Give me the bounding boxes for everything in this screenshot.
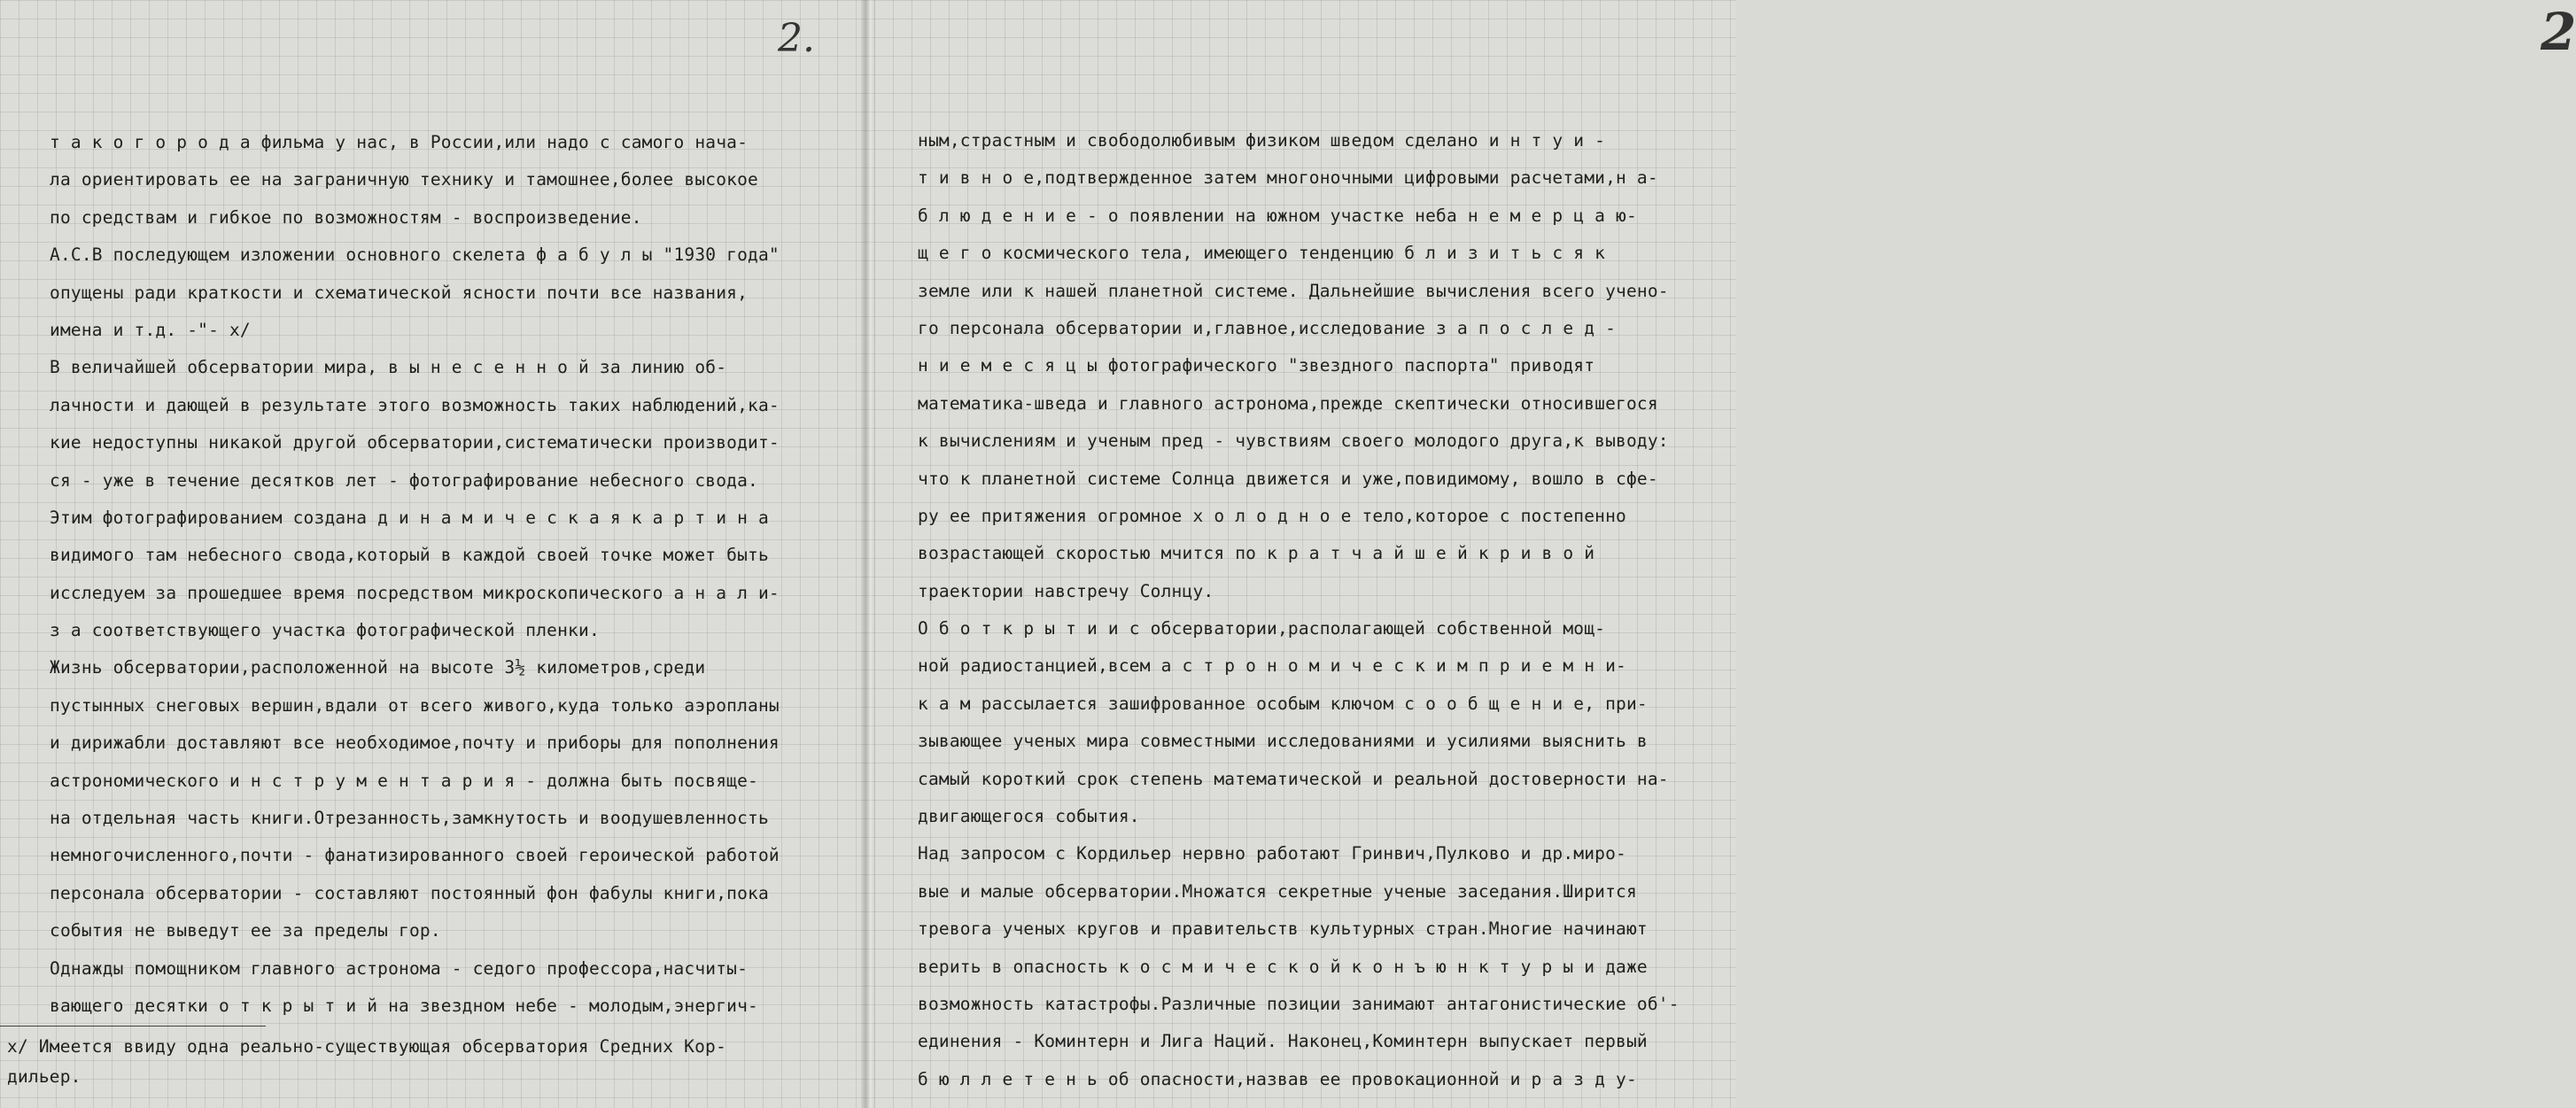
text-line: ла ориентировать ее на заграничную технику и тамошнее,более высокое xyxy=(50,169,758,190)
left-page xyxy=(0,0,868,1108)
text-line: единения - Коминтерн и Лига Наций. Наконец,Коминтерн выпускает первый xyxy=(918,1031,1648,1052)
text-line: к а м рассылается зашифрованное особым ключом с о о б щ е н и е, при- xyxy=(918,693,1648,714)
text-line: видимого там небесного свода,который в каждой своей точке может быть xyxy=(50,545,769,566)
text-line: ру ее притяжения огромное х о л о д н о е тело,которое с постепенно xyxy=(918,505,1626,526)
text-line: по средствам и гибкое по возможностям - воспроизведение. xyxy=(50,206,642,228)
page-number-right: 2 xyxy=(2541,2,2576,62)
page-number-left: 2. xyxy=(778,16,815,61)
text-line: б ю л л е т е н ь об опасности,назвав ее провокационной и р а з д у- xyxy=(918,1068,1637,1089)
text-line: исследуем за прошедшее время посредством микроскопического а н а л и- xyxy=(50,582,780,603)
text-line: события не выведут ее за пределы гор. xyxy=(50,920,441,941)
text-line: А.С.В последующем изложении основного скелета ф а б у л ы "1930 года" xyxy=(50,244,780,266)
text-line: персонала обсерватории - составляют постоянный фон фабулы книги,пока xyxy=(50,882,769,903)
text-line: возможность катастрофы.Различные позиции занимают антагонистические об'- xyxy=(918,993,1680,1014)
text-line: кие недоступны никакой другой обсерватории,систематически производит- xyxy=(50,432,780,453)
text-line: самый короткий срок степень математической и реальной достоверности на- xyxy=(918,768,1669,789)
text-line: и дирижабли доставляют все необходимое,почту и приборы для пополнения xyxy=(50,732,780,754)
left-page-text xyxy=(50,124,856,1025)
text-line: траектории навстречу Солнцу. xyxy=(918,580,1214,601)
text-line: Над запросом с Кордильер нервно работают Гринвич,Пулково и др.миро- xyxy=(918,843,1626,864)
text-line: на отдельная часть книги.Отрезанность,замкнутость и воодушевленность xyxy=(50,808,769,829)
text-line: математика-шведа и главного астронома,прежде скептически относившегося xyxy=(918,392,1658,414)
text-line: Этим фотографированием создана д и н а м и ч е с к а я к а р т и н а xyxy=(50,507,769,528)
text-line: В величайшей обсерватории мира, в ы н е с е н н о й за линию об- xyxy=(50,357,727,378)
text-line: х/ Имеется ввиду одна реально-существующая обсерватория Средних Кор- xyxy=(7,1036,726,1057)
text-line: дильер. xyxy=(7,1066,81,1087)
text-line: тревога ученых кругов и правительств культурных стран.Многие начинают xyxy=(918,918,1648,940)
text-line: ся - уже в течение десятков лет - фотографирование небесного свода. xyxy=(50,469,758,491)
text-line: что к планетной системе Солнца движется и уже,повидимому, вошло в сфе- xyxy=(918,468,1658,489)
footnote-rule xyxy=(0,1026,266,1027)
text-line: немногочисленного,почти - фанатизированного своей героической работой xyxy=(50,845,780,866)
text-line: т а к о г о р о д а фильма у нас, в России,или надо с самого нача- xyxy=(50,132,749,152)
text-line: пустынных снеговых вершин,вдали от всего живого,куда только аэропланы xyxy=(50,694,780,716)
text-line: го персонала обсерватории и,главное,исследование з а п о с л е д - xyxy=(918,317,1617,338)
text-line: земле или к нашей планетной системе. Дальнейшие вычисления всего учено- xyxy=(918,280,1669,301)
text-line: ным,страстным и свободолюбивым физиком шведом сделано и н т у и - xyxy=(918,130,1606,151)
text-line: зывающее ученых мира совместными исследованиями и усилиями выяснить в xyxy=(918,731,1648,752)
text-line: щ е г о космического тела, имеющего тенденцию б л и з и т ь с я к xyxy=(918,243,1606,264)
footnote xyxy=(7,1032,857,1092)
text-line: Однажды помощником главного астронома - седого профессора,насчиты- xyxy=(50,957,749,979)
text-line: возрастающей скоростью мчится по к р а т ч а й ш е й к р и в о й xyxy=(918,543,1595,564)
text-line: опущены ради краткости и схематической ясности почти все названия, xyxy=(50,282,749,303)
text-line: ной радиостанцией,всем а с т р о н о м и ч е с к и м п р и е м н и- xyxy=(918,655,1626,677)
right-page xyxy=(868,0,2576,1108)
text-line: к вычислениям и ученым пред - чувствиям своего молодого друга,к выводу: xyxy=(918,430,1669,452)
text-line: з а соответствующего участка фотографической пленки. xyxy=(50,620,600,641)
text-line: б л ю д е н и е - о появлении на южном участке неба н е м е р ц а ю- xyxy=(918,205,1637,226)
text-line: двигающегося события. xyxy=(918,806,1140,827)
text-line: лачности и дающей в результате этого возможность таких наблюдений,ка- xyxy=(50,394,780,415)
text-line: верить в опасность к о с м и ч е с к о й к о н ъ ю н к т у р ы и даже xyxy=(918,956,1648,977)
text-line: вающего десятки о т к р ы т и й на звездном небе - молодым,энергич- xyxy=(50,995,758,1016)
text-line: астрономического и н с т р у м е н т а р и я - должна быть посвяще- xyxy=(50,770,758,791)
right-page-text xyxy=(918,122,1719,1098)
text-line: Жизнь обсерватории,расположенной на высоте 3½ километров,среди xyxy=(50,657,706,678)
text-line: н и е м е с я ц ы фотографического "звездного паспорта" приводят xyxy=(918,355,1595,376)
text-line: вые и малые обсерватории.Множатся секретные ученые заседания.Ширится xyxy=(918,880,1637,902)
text-line: имена и т.д. -"- х/ xyxy=(50,319,251,340)
text-line: О б о т к р ы т и и с обсерватории,располагающей собственной мощ- xyxy=(918,618,1606,639)
text-line: т и в н о е,подтвержденное затем многоночными цифровыми расчетами,н а- xyxy=(918,167,1658,189)
